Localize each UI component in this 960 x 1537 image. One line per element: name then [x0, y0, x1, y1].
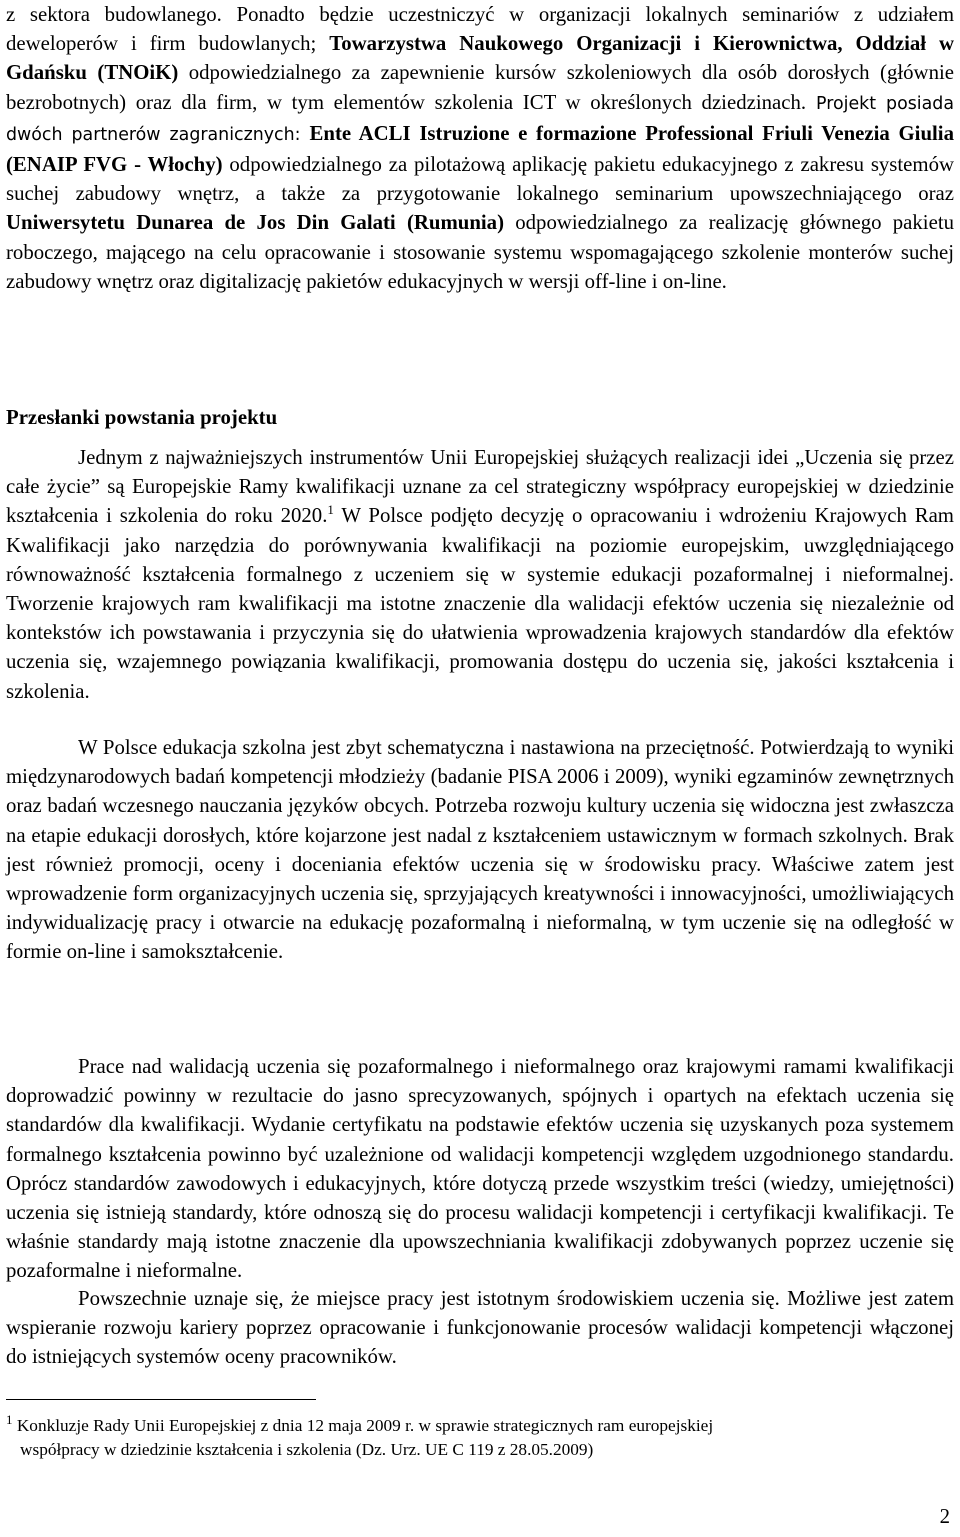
section-heading: Przesłanki powstania projektu	[6, 406, 278, 429]
partner-enaip: Ente ACLI Istruzione e formazione Professional Friuli Venezia Giulia (ENAIP FVG - Włochy)	[6, 121, 954, 177]
footnote	[6, 1414, 906, 1462]
intro-text-3: Projekt posiada dwóch partnerów zagranicznych:	[6, 93, 954, 145]
paragraph-eqf-text-b: W Polsce podjęto decyzję o opracowaniu i wdrożeniu Krajowych Ram Kwalifikacji jako narzędzia do porównywania kwalifikacji na poziomie europejskim, uwzględniającego równoważność kształcenia formalnego z uczeniem się w systemie edukacji pozaformalnej i nieformalnej. Tworzenie krajowych ram kwalifikacji ma istotne znaczenie dla walidacji efektów uczenia się niezależnie od kontekstów ich powstawania i przyczynia się do ułatwienia wprowadzenia krajowych standardów dla efektów uczenia się, wzajemnego powiązania kwalifikacji, promowania dostępu do uczenia się, jakości kształcenia i szkolenia.	[6, 504, 954, 703]
paragraph-eqf-text-a: Jednym z najważniejszych instrumentów Unii Europejskiej służących realizacji idei „Uczenia się przez całe życie” są Europejskie Ramy kwalifikacji uznane za cel strategiczny współpracy europejskiej w dziedzinie kształcenia i szkolenia do roku 2020.	[6, 446, 954, 528]
intro-paragraph	[6, 0, 954, 296]
footnote-separator	[6, 1399, 316, 1400]
paragraph-workplace-text: Powszechnie uznaje się, że miejsce pracy jest istotnym środowiskiem uczenia się. Możliwe jest zatem wspieranie rozwoju kariery poprzez opracowanie i funkcjonowanie procesów walidacji kompetencji włączonej do istniejących systemów oceny pracowników.	[6, 1287, 954, 1369]
footnote-reference: 1	[327, 502, 334, 518]
paragraph-validation	[6, 1052, 954, 1286]
paragraph-workplace	[6, 1284, 954, 1372]
paragraph-education-text: W Polsce edukacja szkolna jest zbyt schematyczna i nastawiona na przeciętność. Potwierdzają to wyniki międzynarodowych badań kompetencji młodzieży (badanie PISA 2006 i 2009), wyniki egzaminów zewnętrznych oraz badań wczesnego nauczania języków obcych. Potrzeba rozwoju kultury uczenia się widoczna jest zwłaszcza na etapie edukacji dorosłych, które kojarzone jest nadal z kształceniem ustawicznym w formach szkolnych. Brak jest również promocji, oceny i doceniania efektów uczenia się w środowisku pracy. Właściwe zatem jest wprowadzenie form organizacyjnych uczenia się, sprzyjających kreatywności i innowacyjności, umożliwiających indywidualizację pracy i otwarcie na edukację pozaformalną i nieformalną, w tym uczenie się na odległość w formie on-line i samokształcenie.	[6, 736, 954, 964]
paragraph-eqf	[6, 443, 954, 706]
intro-text-4: odpowiedzialnego za pilotażową aplikację pakietu edukacyjnego z zakresu systemów suchej zabudowy wnętrz, a także za przygotowanie lokalnego seminarium upowszechniającego oraz	[6, 153, 955, 206]
intro-text-2: odpowiedzialnego za zapewnienie kursów szkoleniowych dla osób dorosłych (głównie bezrobotnych) oraz dla firm, w tym elementów szkolenia ICT w określonych dziedzinach.	[6, 61, 954, 114]
paragraph-validation-text: Prace nad walidacją uczenia się pozaformalnego i nieformalnego oraz krajowymi ramami kwalifikacji doprowadzić powinny w rezultacie do jasno sprecyzowanych, spójnych i opartych na efektach uczenia się standardów dla kwalifikacji. Wydanie certyfikatu na podstawie efektów uczenia się uzyskanych poza systemem formalnego kształcenia powinno być uzależnione od walidacji kompetencji względem uzgodnionego standardu. Oprócz standardów zawodowych i edukacyjnych, które dotyczą przede wszystkim treści (wiedzy, umiejętności) uczenia się istnieją standardy, które odnoszą się do procesu walidacji kompetencji i certyfikacji kwalifikacji. Te właśnie standardy mają istotne znaczenie dla upowszechniania kwalifikacji zdobywanych poprzez uczenie się pozaformalne i nieformalne.	[6, 1055, 954, 1283]
footnote-line-2: współpracy w dziedzinie kształcenia i szkolenia (Dz. Urz. UE C 119 z 28.05.2009)	[20, 1440, 594, 1459]
partner-galati: Uniwersytetu Dunarea de Jos Din Galati (Rumunia)	[6, 211, 505, 235]
intro-text-1: z sektora budowlanego. Ponadto będzie uczestniczyć w organizacji lokalnych seminariów z udziałem deweloperów i firm budowlanych;	[6, 3, 954, 56]
footnote-marker: 1	[6, 1412, 13, 1428]
partner-tnoik: Towarzystwa Naukowego Organizacji i Kierownictwa, Oddział w Gdańsku (TNOiK)	[6, 32, 954, 85]
intro-text-5: odpowiedzialnego za realizację głównego pakietu roboczego, mającego na celu opracowanie i stosowanie systemu wspomagającego szkolenie monterów suchej zabudowy wnętrz oraz digitalizację pakietów edukacyjnych w wersji off-line i on-line.	[6, 211, 954, 293]
paragraph-education	[6, 733, 954, 967]
page-number: 2	[939, 1505, 950, 1528]
footnote-line-1: Konkluzje Rady Unii Europejskiej z dnia 12 maja 2009 r. w sprawie strategicznych ram europejskiej	[12, 1416, 714, 1435]
